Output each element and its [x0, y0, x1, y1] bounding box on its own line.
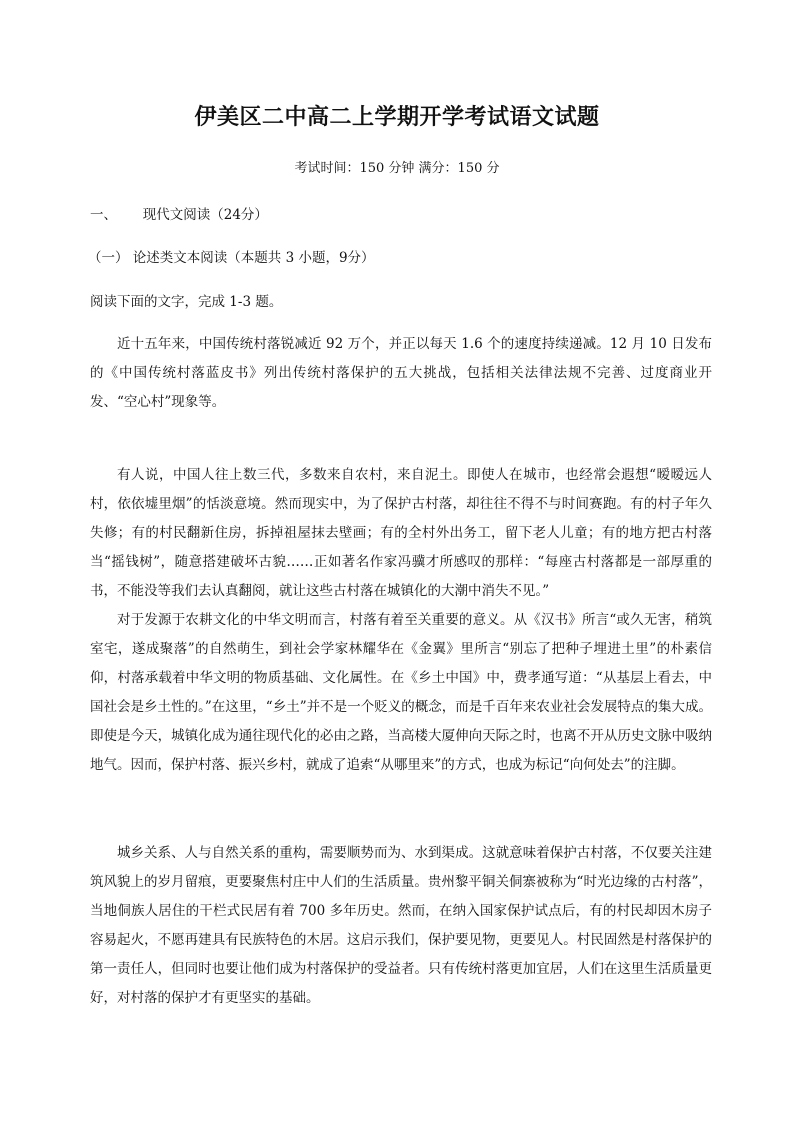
exam-title: 伊美区二中高二上学期开学考试语文试题 — [194, 104, 600, 130]
paragraph-2: 有人说，中国人往上数三代，多数来自农村，来自泥土。即使人在城市，也经常会遐想“暧暧远人村，依依墟里烟”的恬淡意境。然而现实中，为了保护古村落，却往往不得不与时间赛跑。有的村子年久失修；有的村民翻新住房，拆掉祖屋抹去壁画；有的全村外出务工，留下老人儿童；有的地方把古村落当“摇钱树”，随意搭建破坏古貌……正如著名作家冯骥才所感叹的那样：“每座古村落都是一部厚重的书，不能没等我们去认真翻阅，就让这些古村落在城镇化的大潮中消失不见。” — [90, 467, 712, 599]
exam-info: 考试时间：150 分钟 满分：150 分 — [294, 161, 500, 176]
subsection-heading: （一） 论述类文本阅读（本题共 3 小题，9分） — [88, 250, 375, 266]
paragraph-4: 城乡关系、人与自然关系的重构，需要顺势而为、水到渠成。这就意味着保护古村落，不仅要关注建筑风貌上的岁月留痕，更要聚焦村庄中人们的生活质量。贵州黎平铜关侗寨被称为“时光边缘的古村落”，当地侗族人居住的干栏式民居有着 700 多年历史。然而，在纳入国家保护试点后，有的村民却因木房子容易起火，不愿再建具有民族特色的木居。这启示我们，保护要见物，更要见人。村民固然是村落保护的第一责任人，但同时也要让他们成为村落保护的受益者。只有传统村落更加宜居，人们在这里生活质量更好，对村落的保护才有更坚实的基础。 — [90, 845, 712, 1006]
paragraph-3: 对于发源于农耕文化的中华文明而言，村落有着至关重要的意义。从《汉书》所言“或久无害，稍筑室宅，遂成聚落”的自然萌生，到社会学家林耀华在《金翼》里所言“别忘了把种子埋进土里”的朴素信仰，村落承载着中华文明的物质基础、文化属性。在《乡土中国》中，费孝通写道：“从基层上看去，中国社会是乡土性的。”在这里，“乡土”并不是一个贬义的概念，而是千百年来农业社会发展特点的集大成。即使是今天，城镇化成为通往现代化的必由之路，当高楼大厦伸向天际之时，也离不开从历史文脉中吸纳地气。因而，保护村落、振兴乡村，就成了追索“从哪里来”的方式，也成为标记“向何处去”的注脚。 — [90, 612, 712, 773]
paragraph-1: 近十五年来，中国传统村落锐减近 92 万个，并正以每天 1.6 个的速度持续递减。12 月 10 日发布的《中国传统村落蓝皮书》列出传统村落保护的五大挑战，包括相关法律法规不完善、过度商业开发、“空心村”现象等。 — [90, 336, 712, 410]
section-heading: 一、 现代文阅读（24分） — [90, 207, 268, 223]
reading-instruction: 阅读下面的文字，完成 1-3 题。 — [90, 294, 283, 310]
